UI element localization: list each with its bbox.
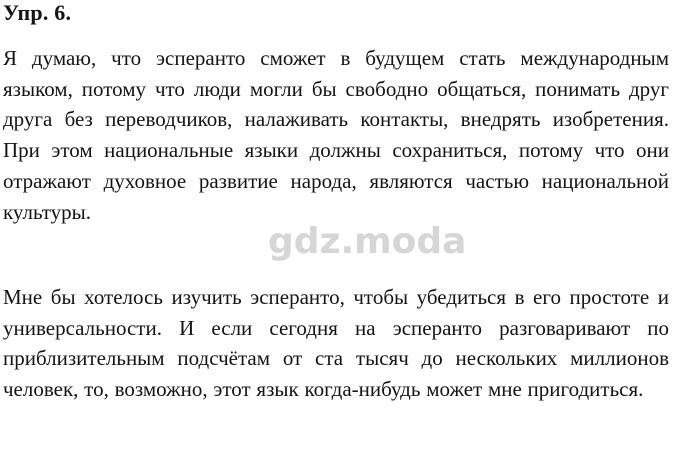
paragraph-1: Я думаю, что эсперанто сможет в будущем стать международным языком, потому что люди могли бы свободно общаться, понимать друг друга без переводчиков, налаживать контакты, внедрять изобретения. При этом национальные языки должны сохраниться, потому что они отражают духовное развитие народа, являются частью национальной культуры. bbox=[3, 46, 669, 224]
paragraph-2: Мне бы хотелось изучить эсперанто, чтобы убедиться в его простоте и универсальности. И если сегодня на эсперанто разговаривают по приблизительным подсчётам от ста тысяч до нескольких миллионов человек, то, возможно, этот язык когда-нибудь может мне пригодиться. bbox=[3, 285, 669, 402]
watermark-logo: gdz.moda bbox=[268, 221, 467, 262]
exercise-heading: Упр. 6. bbox=[3, 0, 72, 25]
